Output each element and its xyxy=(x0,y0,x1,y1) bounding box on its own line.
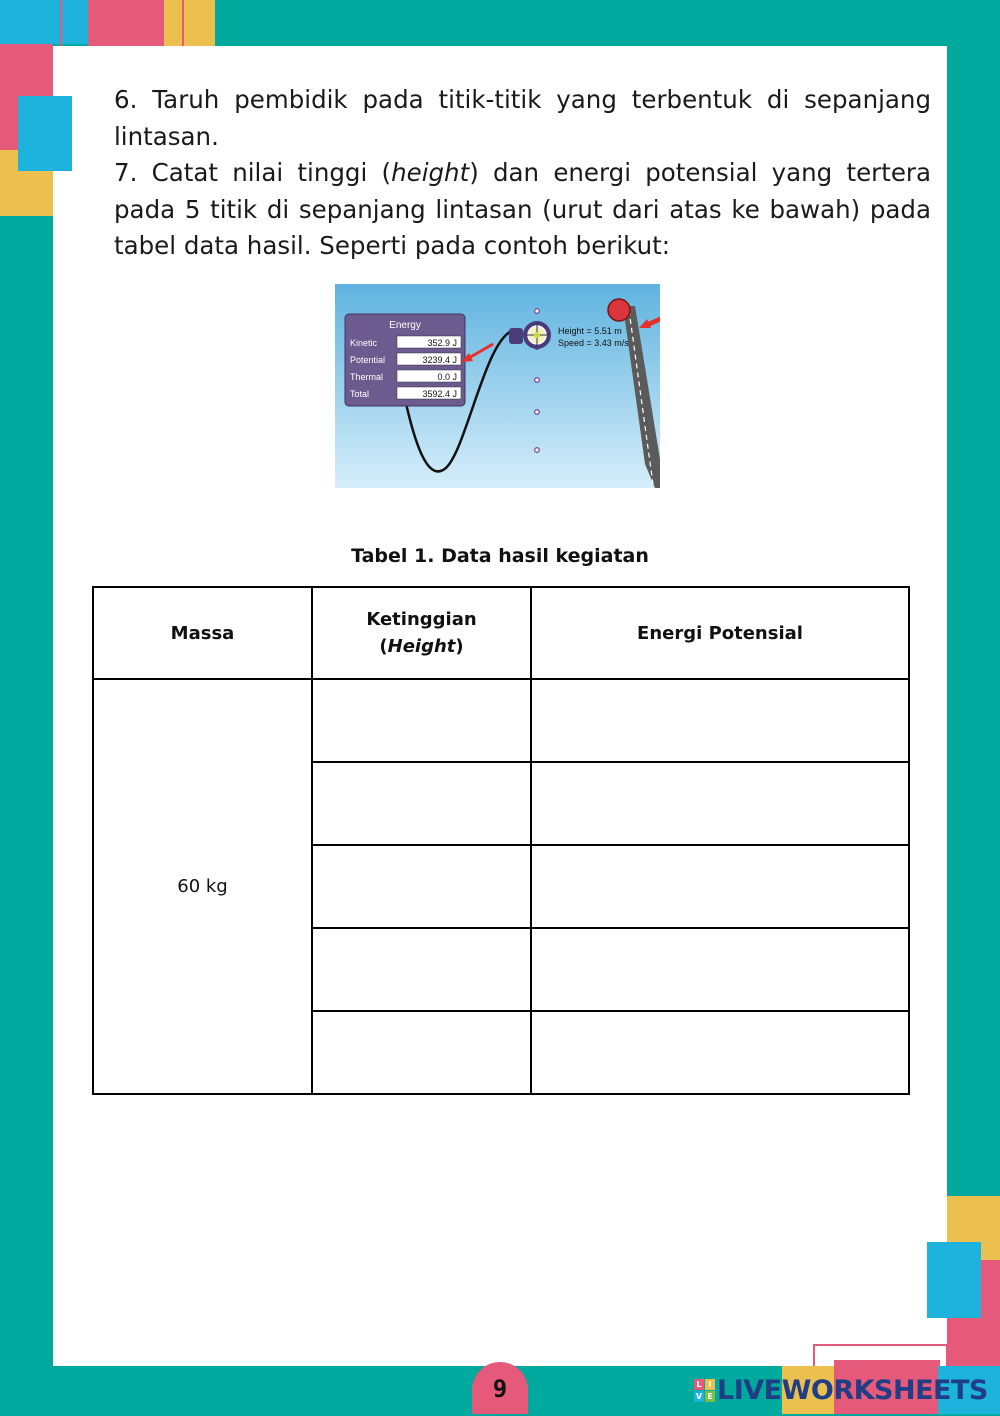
height-input-cell[interactable] xyxy=(312,845,531,928)
track-point xyxy=(535,448,540,453)
mass-value-cell: 60 kg xyxy=(93,679,312,1094)
logo-letter: I xyxy=(705,1379,715,1390)
header-energi-potensial: Energi Potensial xyxy=(531,587,909,679)
track-point xyxy=(535,410,540,415)
page-number: 9 xyxy=(472,1362,528,1414)
track-point xyxy=(535,309,540,314)
energy-value-kinetic: 352.9 J xyxy=(427,338,457,348)
speed-readout: Speed = 3.43 m/s xyxy=(558,338,629,348)
energy-value-thermal: 0.0 J xyxy=(437,372,457,382)
liveworksheets-brand[interactable] xyxy=(694,1374,988,1406)
logo-letter: L xyxy=(694,1379,704,1390)
deco-blue-left xyxy=(18,96,72,171)
energy-label-total: Total xyxy=(350,389,370,399)
skater-ball[interactable] xyxy=(608,299,630,321)
instruction-step-6: 6. Taruh pembidik pada titik-titik yang terbentuk di sepanjang lintasan. xyxy=(114,85,931,151)
liveworksheets-text: LIVEWORKSHEETS xyxy=(717,1374,988,1406)
energy-input-cell[interactable] xyxy=(531,762,909,845)
table-row xyxy=(93,679,909,762)
instruction-step-7 xyxy=(114,155,931,265)
simulation-screenshot xyxy=(335,284,660,488)
header-ketinggian xyxy=(312,587,531,679)
height-input-cell[interactable] xyxy=(312,679,531,762)
header-massa: Massa xyxy=(93,587,312,679)
header-height-italic: Height xyxy=(387,636,456,657)
instructions xyxy=(114,82,931,265)
energy-panel-title: Energy xyxy=(389,320,421,331)
energy-input-cell[interactable] xyxy=(531,845,909,928)
energy-value-potential: 3239.4 J xyxy=(422,355,457,365)
step7-italic: height xyxy=(391,158,470,187)
energy-label-thermal: Thermal xyxy=(350,372,384,382)
logo-letter: V xyxy=(695,1391,703,1401)
energy-panel xyxy=(345,314,465,406)
table-caption: Tabel 1. Data hasil kegiatan xyxy=(351,545,649,567)
liveworksheets-logo-icon xyxy=(694,1379,715,1402)
height-input-cell[interactable] xyxy=(312,762,531,845)
energy-input-cell[interactable] xyxy=(531,928,909,1011)
header-paren-close: ) xyxy=(455,636,464,657)
header-ketinggian-label: Ketinggian xyxy=(366,609,477,630)
height-input-cell[interactable] xyxy=(312,928,531,1011)
table-header-row xyxy=(93,587,909,679)
energy-input-cell[interactable] xyxy=(531,1011,909,1094)
step7-text-a: 7. Catat nilai tinggi ( xyxy=(114,158,392,187)
header-paren-open: ( xyxy=(379,636,388,657)
energy-label-kinetic: Kinetic xyxy=(350,338,378,348)
height-readout: Height = 5.51 m xyxy=(558,326,622,336)
height-input-cell[interactable] xyxy=(312,1011,531,1094)
track-point xyxy=(535,378,540,383)
logo-letter: E xyxy=(705,1391,715,1402)
energy-label-potential: Potential xyxy=(350,355,386,365)
data-table xyxy=(92,586,910,1095)
step7-text-b: ) dan energi potensial yang tertera pada 5 titik di sepanjang lintasan (urut dari atas ke bawah) pada tabel data hasil. Seperti pada contoh berikut: xyxy=(114,158,932,260)
energy-input-cell[interactable] xyxy=(531,679,909,762)
deco-blue-right xyxy=(927,1242,981,1318)
energy-value-total: 3592.4 J xyxy=(422,389,457,399)
